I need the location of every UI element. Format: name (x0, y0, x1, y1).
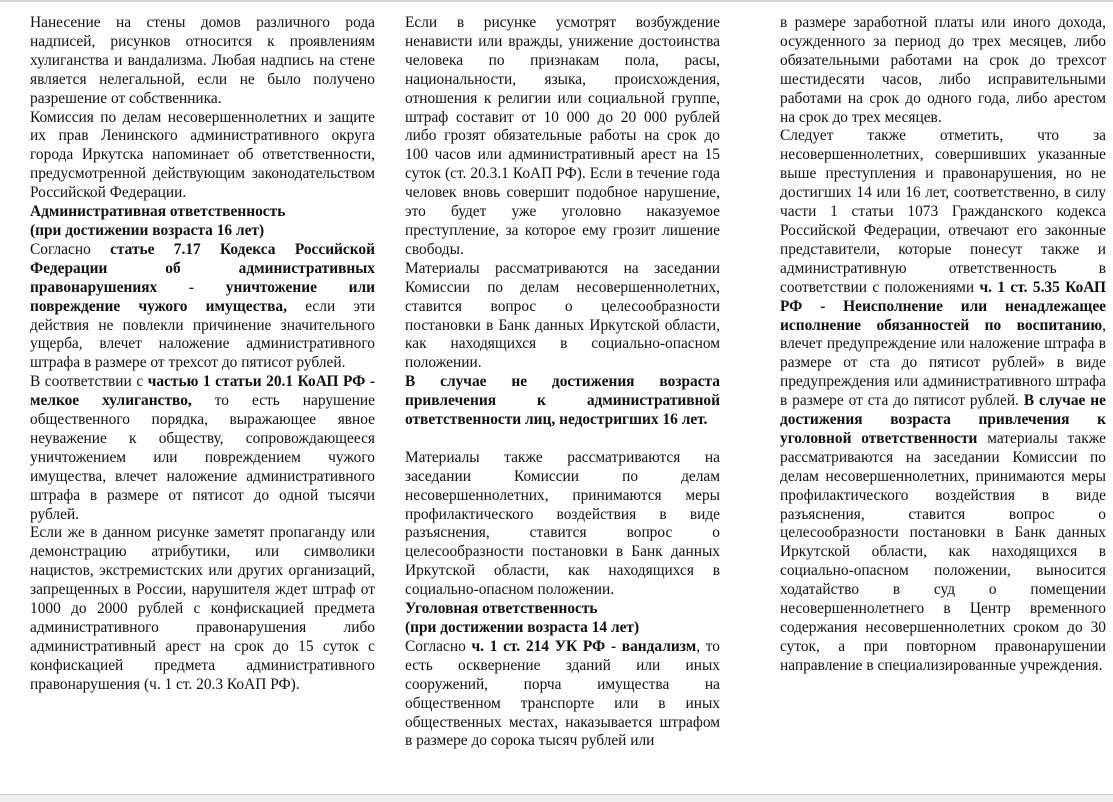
parents-liability-paragraph (780, 127, 1106, 675)
under-16-notice: В случае не достижения возраста привлечения к административной ответственности лиц, недостригших 16 лет. (405, 373, 720, 429)
paragraph-text: Согласно (405, 637, 472, 655)
article-7-17-paragraph (30, 241, 375, 373)
article-20-1-paragraph (30, 373, 375, 524)
commission-paragraph: Комиссия по делам несовершеннолетних и защите их прав Ленинского административного округа города Иркутска напоминает об ответственности, предусмотренной действующим законодательством Российской Федерации. (30, 108, 375, 202)
text-column-1 (30, 14, 375, 695)
paragraph-text: , влечет предупреждение или наложение штрафа в размере от ста до пятисот рублей» в виде предупреждения или административного штрафа в размере от ста до пятисот рублей. (780, 316, 1106, 410)
admin-liability-heading: Административная ответственность (30, 203, 286, 221)
admin-liability-subheading: (при достижении возраста 16 лет) (30, 221, 265, 239)
hatred-paragraph: Если в рисунке усмотрят возбуждение ненависти или вражды, унижение достоинства человека по признакам пола, расы, национальности, языка, происхождения, отношения к религии или социальной группе, штраф составит от 10 000 до 20 000 рублей либо грозят обязательные работы на срок до 100 часов или административный арест на 15 суток (ст. 20.3.1 КоАП РФ). Если в течение года человек вновь совершит подобное нарушение, это будет уже уголовно наказуемое преступление, за которое ему грозит лишение свободы. (405, 14, 720, 258)
paragraph-text: Согласно (30, 240, 111, 258)
paragraph-text: если эти действия не повлекли причинение значительного ущерба, влечет наложение административного штрафа в размере от трехсот до пятисот рублей. (30, 297, 375, 372)
article-214-reference: ч. 1 ст. 214 УК РФ - вандализм (471, 637, 697, 655)
under-criminal-age-notice: В случае не достижения возраста привлечения к уголовной ответственности (780, 392, 1106, 447)
intro-paragraph: Нанесение на стены домов различного рода надписей, рисунков относится к проявлениям хулиганства и вандализма. Любая надпись на стене является нелегальной, если не было получено разрешение от собственника. (30, 14, 375, 107)
article-214-paragraph (405, 638, 720, 751)
criminal-liability-subheading: (при достижении возраста 14 лет) (405, 618, 640, 636)
paragraph-text: материалы также рассматриваются на заседании Комиссии по делам несовершеннолетних, принимаются меры профилактического воздействия в виде разъяснения, ставится вопрос о целесообразности постановки в Банк данных Иркутской области, как находящихся в социально-опасном положении, выносится ходатайство в суд о помещении несовершеннолетнего в Центр временного содержания несовершеннолетних сроком до 30 суток, а при повторном правонарушении направление в специализированные учреждения. (780, 429, 1106, 674)
paragraph-spacer (405, 430, 720, 449)
article-7-17-reference: статье 7.17 Кодекса Российской Федерации об административных правонарушениях - уничтожение или повреждение чужого имущества, (30, 240, 375, 315)
text-column-2 (405, 14, 720, 751)
under-16-bold-paragraph (405, 373, 720, 430)
text-column-3 (780, 14, 1106, 676)
paragraph-text: Следует также отметить, что за несовершеннолетних, совершивших указанные выше преступления и правонарушения, но не достигших 14 или 16 лет, соответственно, в силу части 1 статьи 1073 Гражданского кодекса Российской Федерации, отвечают его законные представители, которые понесут также и административную ответственность в соответствии с положениями (780, 127, 1106, 296)
page-top-border (0, 0, 1113, 2)
paragraph-text: В соответствии с (30, 373, 148, 391)
criminal-liability-heading: Уголовная ответственность (405, 600, 598, 618)
article-20-1-reference: частью 1 статьи 20.1 КоАП РФ - мелкое хулиганство, (30, 373, 375, 410)
article-5-35-reference: ч. 1 ст. 5.35 КоАП РФ - Неисполнение или ненадлежащее исполнение обязанностей по воспитанию (780, 278, 1106, 334)
materials-paragraph: Материалы рассматриваются на заседании Комиссии по делам несовершеннолетних, ставится вопрос о целесообразности постановки в Банк данных Иркутской области, как находящихся в социально-опасном положении. (405, 259, 720, 372)
propaganda-paragraph: Если же в данном рисунке заметят пропаганду или демонстрацию атрибутики, или символики нацистов, экстремистских или других организаций, запрещенных в России, нарушителя ждет штраф от 1000 до 2000 рублей с конфискацией предмета административного правонарушения либо административный арест на срок до 15 суток с конфискацией предмета административного правонарушения (ч. 1 ст. 20.3 КоАП РФ). (30, 524, 375, 693)
materials-also-paragraph: Материалы также рассматриваются на заседании Комиссии по делам несовершеннолетних, принимаются меры профилактического воздействия в виде разъяснения, ставится вопрос о целесообразности постановки в Банк данных Иркутской области, как находящихся в социально-опасном положении. (405, 448, 720, 599)
penalty-continuation-paragraph: в размере заработной платы или иного дохода, осужденного за период до трех месяцев, либо обязательными работами на срок до трехсот шестидесяти часов, либо исправительными работами на срок до одного года, либо арестом на срок до трех месяцев. (780, 14, 1106, 126)
paragraph-text: , то есть осквернение зданий или иных сооружений, порча имущества на общественном транспорте или в иных общественных местах, наказывается штрафом в размере до сорока тысяч рублей или (405, 637, 720, 750)
paragraph-text: то есть нарушение общественного порядка, выражающее явное неуважение к обществу, сопровождающееся уничтожением или повреждением чужого имущества, влечет наложение административного штрафа в размере от пятисот до одной тысячи рублей. (30, 392, 376, 523)
